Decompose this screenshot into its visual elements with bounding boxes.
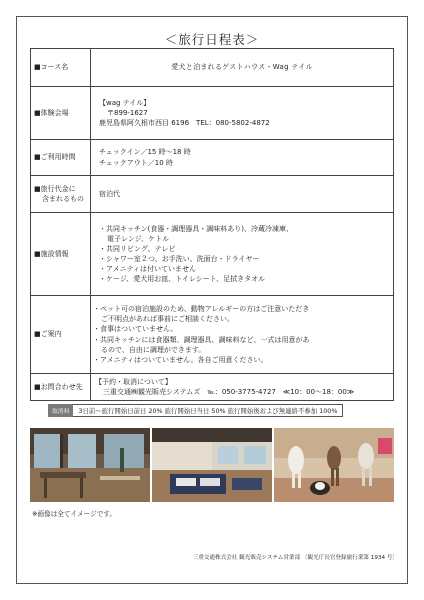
guide-item: るので、自由に調理ができます。: [101, 345, 206, 354]
contact-row: [31, 374, 394, 401]
living-room-image: [152, 428, 272, 502]
guide-row: [31, 296, 394, 374]
included-value: 宿泊代: [91, 176, 394, 213]
facilities-cell: [91, 213, 394, 296]
page-title: ＜旅行日程表＞: [164, 32, 260, 47]
contact-label: ■お問合わせ先: [31, 374, 91, 401]
guide-item: ・アメニティはついていません。各自ご用意ください。: [93, 355, 268, 364]
included-label: [31, 176, 91, 213]
cancellation-text: 3日前～旅行開始日前日 20% 旅行開始日当日 50% 旅行開始後および無連絡不参加 100%: [73, 404, 343, 417]
contact-heading: 【予約・取消について】: [95, 377, 172, 386]
contact-detail: 三重交通㈱観光販売システムズ ℡：050-3775-4727 ≪10：00～18：00≫: [103, 388, 355, 396]
itinerary-table: [30, 48, 394, 401]
facilities-row: [31, 213, 394, 296]
photo-living-room: [152, 428, 272, 502]
hours-label: ■ご利用時間: [31, 140, 91, 176]
guide-item: ・共同キッチンには食器類、調理器具、調味料など、一式は用意があ: [93, 335, 310, 344]
hours-row: [31, 140, 394, 176]
venue-name: 【wag テイル】: [99, 98, 151, 107]
venue-postal: 〒899-1627: [107, 108, 148, 117]
facility-item: ・ケージ、愛犬用お皿、トイレシート、足拭きタオル: [99, 275, 266, 284]
contact-cell: [91, 374, 394, 401]
guide-item: ご不明点があれば事前にご相談ください。: [101, 315, 234, 324]
course-row: [31, 49, 394, 87]
facility-item: ・シャワー室２つ、お手洗い、洗面台・ドライヤー: [99, 255, 260, 263]
included-label-line-2: 含まれるもの: [42, 195, 84, 203]
checkin-time: チェックイン／15 時～18 時: [99, 148, 191, 157]
checkout-time: チェックアウト／10 時: [99, 158, 173, 167]
photo-strip: [30, 428, 394, 502]
facilities-label: ■施設情報: [31, 213, 91, 296]
guide-item: ・食事はついていません。: [93, 325, 178, 334]
guide-item: ・ペット可の宿泊施設のため、動物アレルギーの方はご注意いただき: [93, 305, 310, 314]
dogs-image: [274, 428, 394, 502]
hours-cell: [91, 140, 394, 176]
included-label-line-1: ■旅行代金に: [34, 184, 76, 193]
cancellation-tag: 取消料: [48, 404, 73, 417]
cancellation-fee: [48, 404, 343, 417]
facility-item: ・共同リビング、テレビ: [99, 244, 176, 253]
guide-cell: [91, 296, 394, 374]
photo-note: ※画像は全てイメージです。: [32, 510, 116, 518]
venue-cell: [91, 87, 394, 140]
footer-company: 三重交通株式会社 観光販売システム営業部 〔観光庁長官登録旅行業第 1934 号〕: [192, 555, 398, 561]
course-label: ■コース名: [31, 49, 91, 87]
venue-row: [31, 87, 394, 140]
guide-label: ■ご案内: [31, 296, 91, 374]
course-name: 愛犬と泊まれるゲストハウス・Wag テイル: [91, 49, 394, 87]
included-row: [31, 176, 394, 213]
venue-address: 鹿児島県阿久根市西目 6196 TEL：080-5802-4872: [99, 119, 270, 128]
photo-dogs: [274, 428, 394, 502]
facility-item: 電子レンジ、ケトル: [107, 234, 170, 243]
photo-exterior: [30, 428, 150, 502]
facility-item: ・アメニティは付いていません: [99, 265, 197, 274]
exterior-image: [30, 428, 150, 502]
venue-label: ■体験会場: [31, 87, 91, 140]
facility-item: ・共同キッチン(食器・調理器具・調味料あり)、冷蔵冷凍庫、: [99, 224, 293, 233]
